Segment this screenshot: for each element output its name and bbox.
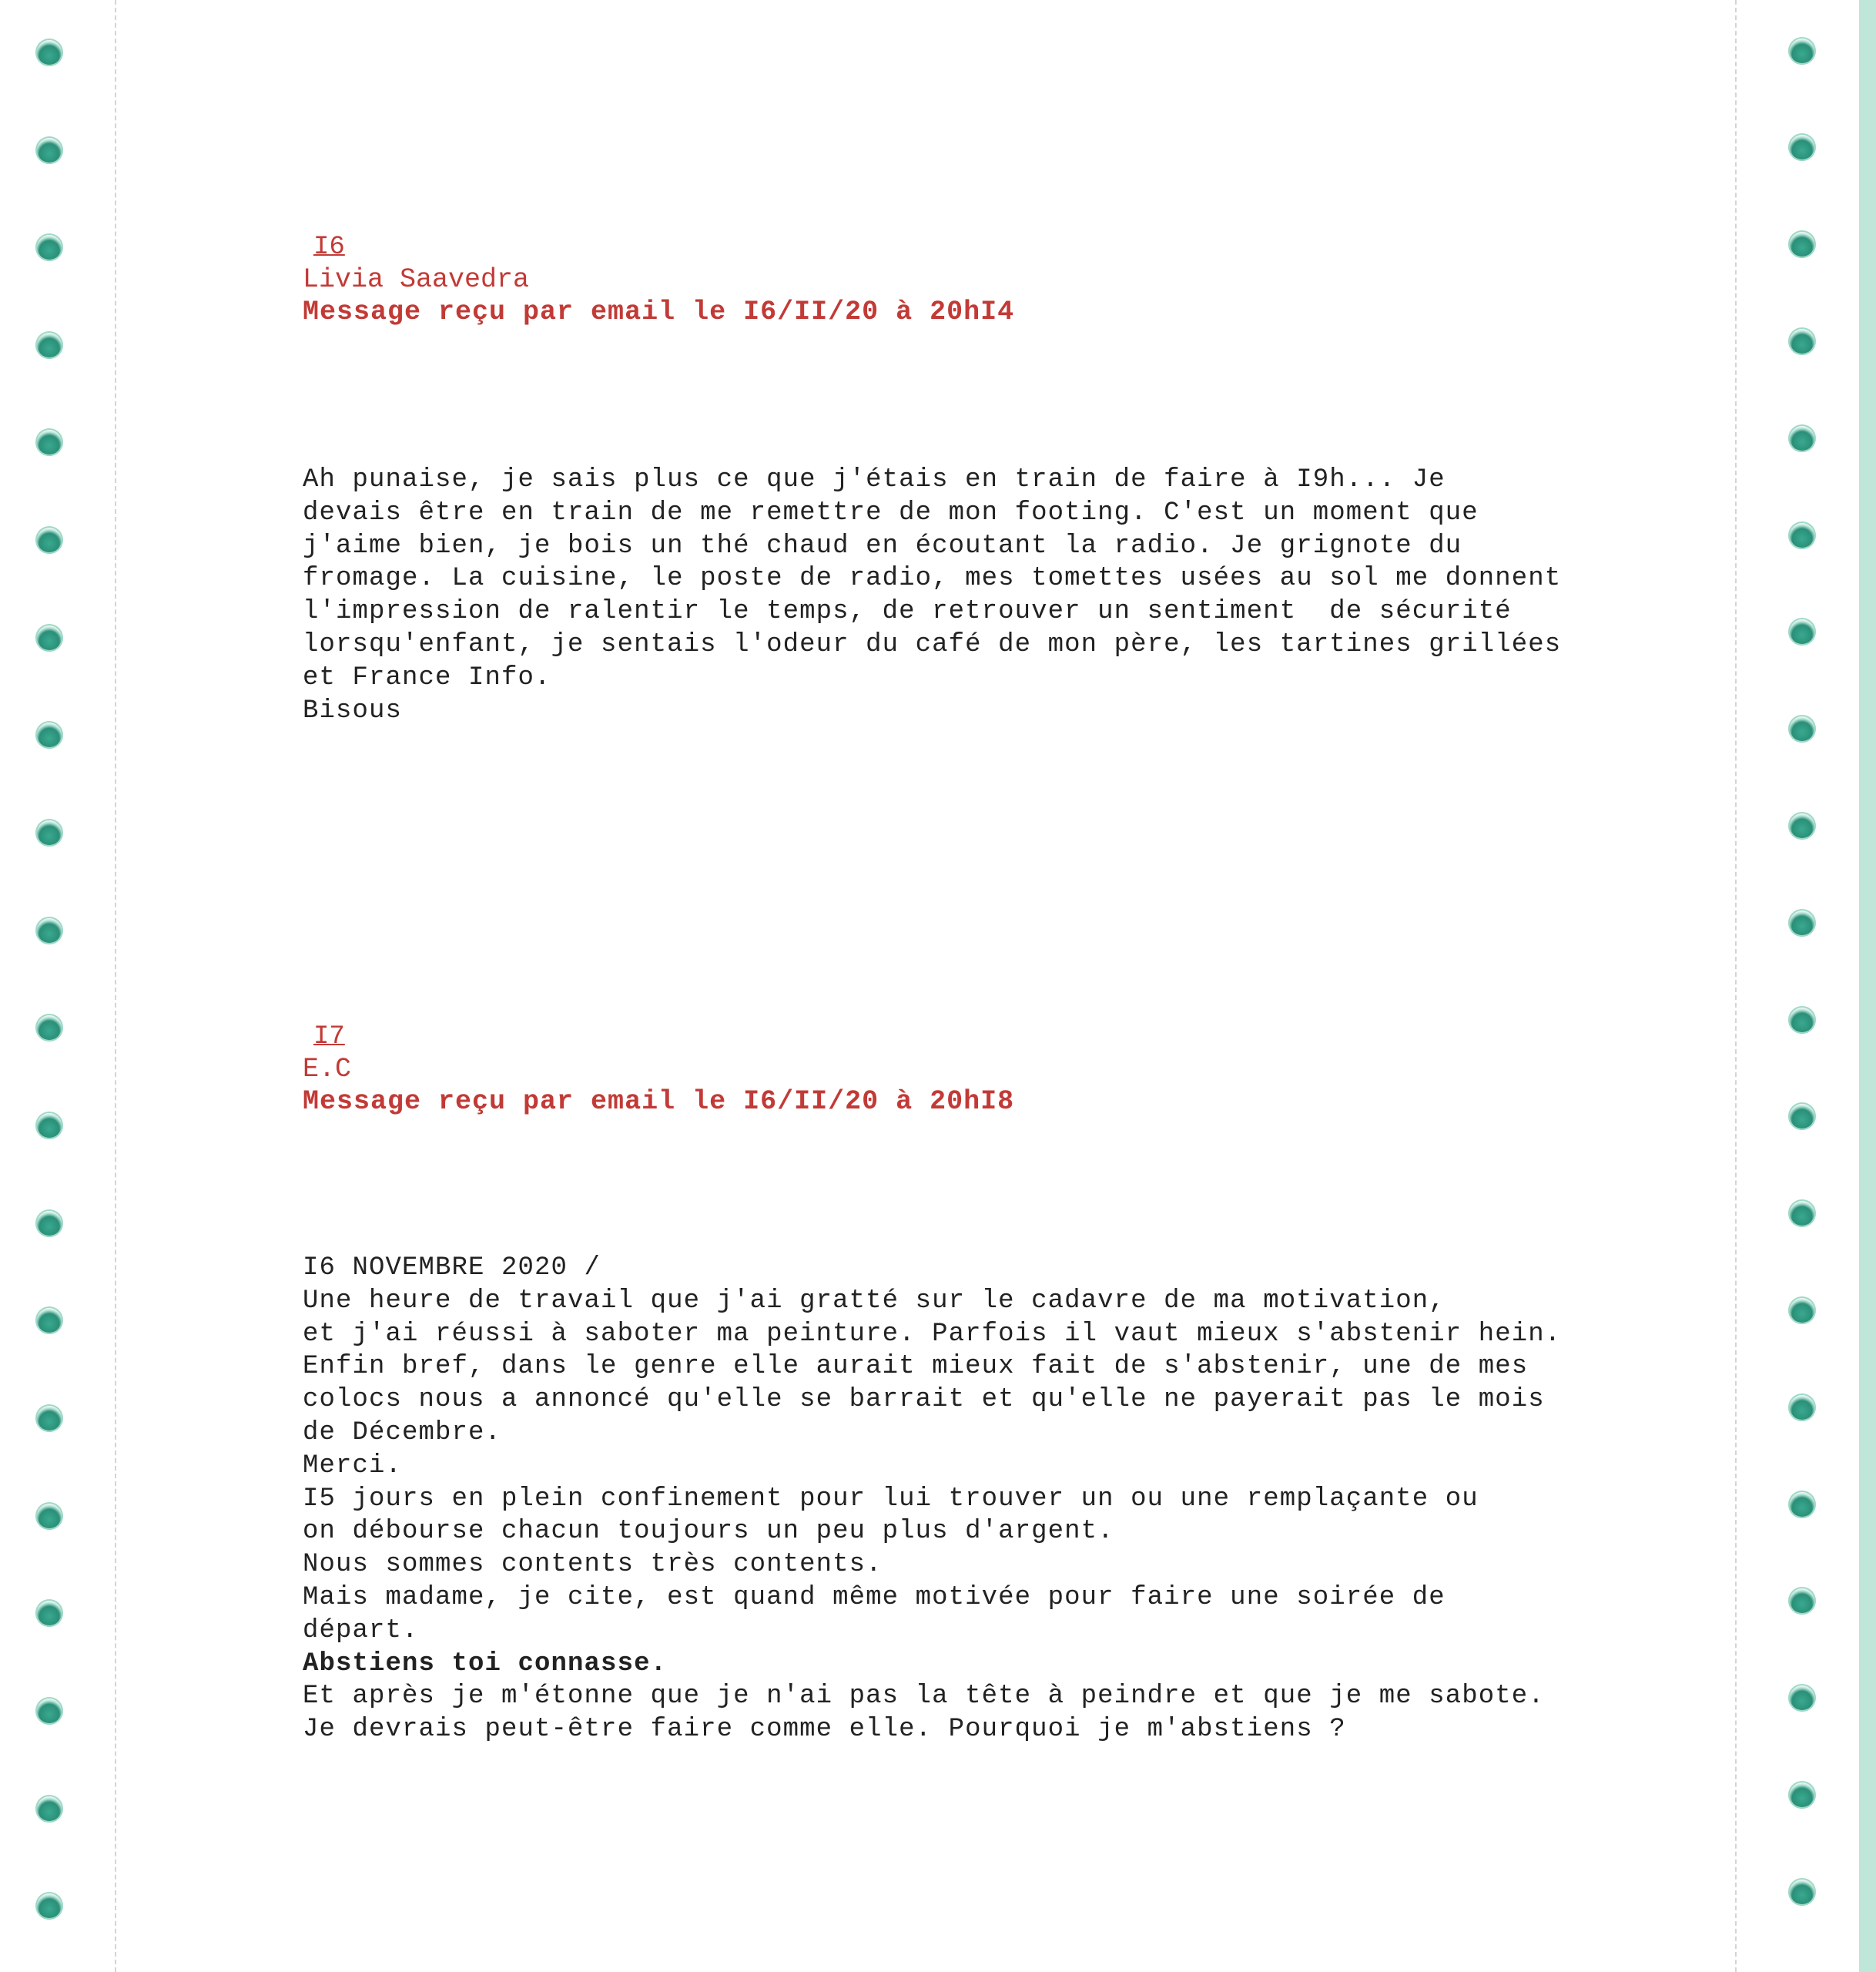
message-line: I5 jours en plein confinement pour lui trouver un ou une remplaçante ou bbox=[303, 1484, 1479, 1514]
tractor-hole bbox=[1788, 1393, 1816, 1421]
message-line: l'impression de ralentir le temps, de retrouver un sentiment de sécurité bbox=[303, 597, 1512, 627]
message-body bbox=[303, 464, 1566, 727]
tractor-hole bbox=[1788, 1878, 1816, 1906]
tractor-hole bbox=[35, 917, 63, 944]
tractor-hole bbox=[35, 331, 63, 359]
message-date-line: I6 NOVEMBRE 2020 / bbox=[303, 1253, 601, 1283]
tractor-hole bbox=[1788, 1102, 1816, 1130]
message-line: de Décembre. bbox=[303, 1417, 502, 1447]
tractor-hole bbox=[1788, 618, 1816, 646]
tractor-hole bbox=[35, 1697, 63, 1725]
tractor-hole bbox=[35, 1599, 63, 1627]
entry-received-line: Message reçu par email le I6/II/20 à 20hI8 bbox=[303, 1086, 1015, 1117]
tractor-hole bbox=[35, 136, 63, 164]
tractor-hole bbox=[35, 1306, 63, 1334]
tractor-hole bbox=[35, 39, 63, 66]
tractor-hole bbox=[35, 428, 63, 456]
entry-author: E.C bbox=[303, 1054, 352, 1085]
message-line: on débourse chacun toujours un peu plus d'argent. bbox=[303, 1517, 1114, 1547]
message-line: Une heure de travail que j'ai gratté sur le cadavre de ma motivation, bbox=[303, 1286, 1446, 1316]
tractor-hole bbox=[1788, 909, 1816, 937]
tractor-holes-right bbox=[1779, 0, 1825, 1972]
tractor-hole bbox=[1788, 812, 1816, 840]
tractor-hole bbox=[1788, 327, 1816, 355]
tractor-hole bbox=[1788, 1491, 1816, 1518]
tractor-hole bbox=[1788, 133, 1816, 161]
tractor-hole bbox=[35, 819, 63, 847]
perforation-line-left bbox=[115, 0, 116, 1972]
message-line: Bisous bbox=[303, 696, 403, 726]
tractor-hole bbox=[35, 1112, 63, 1139]
message-line: lorsqu'enfant, je sentais l'odeur du café de mon père, les tartines grillées bbox=[303, 629, 1562, 659]
message-line: Nous sommes contents très contents. bbox=[303, 1550, 883, 1580]
tractor-hole bbox=[1788, 37, 1816, 65]
entry-number: I7 bbox=[313, 1022, 345, 1051]
perforation-line-right bbox=[1735, 0, 1737, 1972]
entry-header bbox=[303, 231, 1566, 328]
tractor-hole bbox=[1788, 1684, 1816, 1712]
message-line: j'aime bien, je bois un thé chaud en écoutant la radio. Je grignote du bbox=[303, 531, 1462, 561]
tractor-hole bbox=[1788, 230, 1816, 258]
tractor-hole bbox=[1788, 424, 1816, 452]
message-line: Abstiens toi connasse. bbox=[303, 1648, 668, 1679]
tractor-hole bbox=[35, 624, 63, 652]
tractor-hole bbox=[1788, 1199, 1816, 1227]
message-line: Merci. bbox=[303, 1450, 403, 1481]
tractor-hole bbox=[1788, 1587, 1816, 1615]
message-line: et France Info. bbox=[303, 662, 551, 693]
tractor-hole bbox=[1788, 1781, 1816, 1809]
message-line: Enfin bref, dans le genre elle aurait mieux fait de s'abstenir, une de mes bbox=[303, 1352, 1529, 1382]
message-line: fromage. La cuisine, le poste de radio, mes tomettes usées au sol me donnent bbox=[303, 564, 1562, 594]
message-line: Je devrais peut-être faire comme elle. Pourquoi je m'abstiens ? bbox=[303, 1715, 1346, 1745]
tractor-hole bbox=[1788, 522, 1816, 549]
tractor-hole bbox=[35, 526, 63, 554]
tractor-hole bbox=[35, 1404, 63, 1432]
tractor-hole bbox=[1788, 1006, 1816, 1034]
tractor-hole bbox=[35, 1892, 63, 1920]
message-line: départ. bbox=[303, 1615, 419, 1645]
message-line: Ah punaise, je sais plus ce que j'étais en train de faire à I9h... Je bbox=[303, 465, 1446, 495]
tractor-hole bbox=[35, 721, 63, 749]
tractor-hole bbox=[35, 233, 63, 261]
message-body bbox=[303, 1252, 1566, 1746]
message-line: colocs nous a annoncé qu'elle se barrait et qu'elle ne payerait pas le mois bbox=[303, 1385, 1545, 1415]
message-line: et j'ai réussi à saboter ma peinture. Parfois il vaut mieux s'abstenir hein. bbox=[303, 1319, 1562, 1349]
paper-edge-strip bbox=[1859, 0, 1876, 1972]
tractor-hole bbox=[35, 1014, 63, 1041]
tractor-hole bbox=[1788, 1296, 1816, 1324]
tractor-hole bbox=[35, 1502, 63, 1530]
entry-received-line: Message reçu par email le I6/II/20 à 20hI4 bbox=[303, 297, 1015, 327]
entry-number: I6 bbox=[313, 233, 345, 262]
entry-author: Livia Saavedra bbox=[303, 264, 530, 295]
tractor-holes-left bbox=[26, 0, 72, 1972]
message-line: Et après je m'étonne que je n'ai pas la tête à peindre et que je me sabote. bbox=[303, 1682, 1545, 1712]
message-line: Mais madame, je cite, est quand même motivée pour faire une soirée de bbox=[303, 1582, 1446, 1612]
tractor-hole bbox=[35, 1795, 63, 1823]
tractor-hole bbox=[1788, 715, 1816, 743]
entry-header bbox=[303, 1021, 1566, 1118]
tractor-hole bbox=[35, 1209, 63, 1237]
message-line: devais être en train de me remettre de mon footing. C'est un moment que bbox=[303, 498, 1479, 528]
